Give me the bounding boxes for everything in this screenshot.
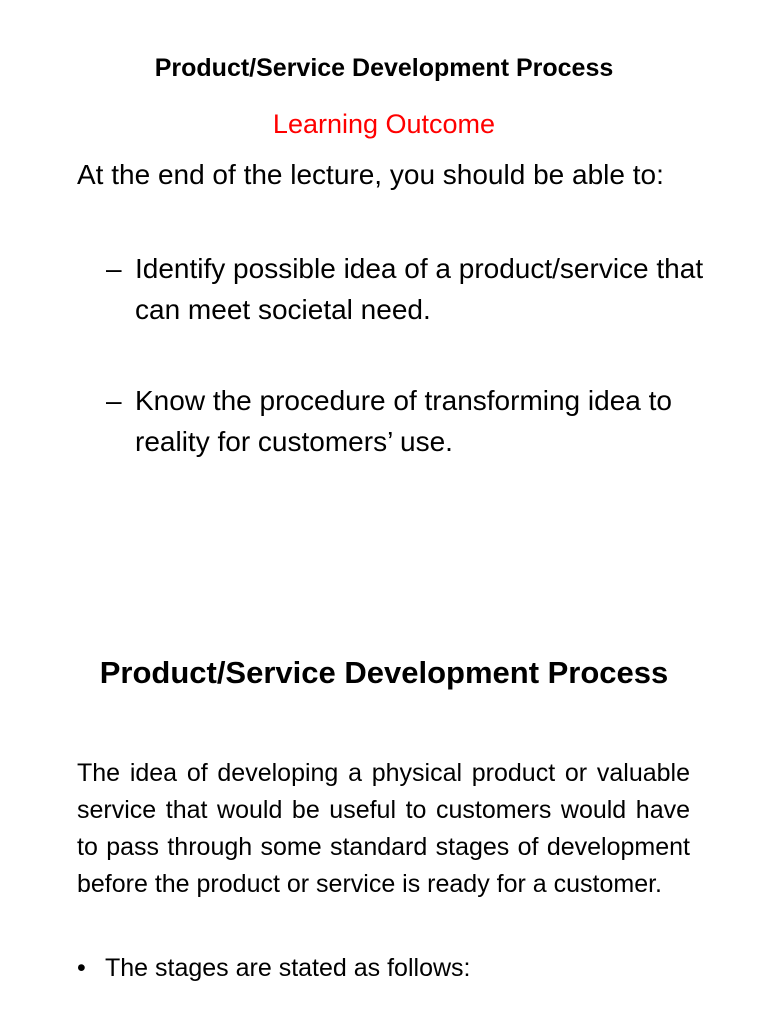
outcome-item bbox=[106, 380, 706, 462]
slide-title: Product/Service Development Process bbox=[99, 655, 669, 690]
bullet-marker: • bbox=[77, 954, 86, 982]
slide-development-process bbox=[0, 512, 768, 1024]
intro-text: At the end of the lecture, you should be able to: bbox=[77, 159, 664, 190]
body-paragraph: The idea of developing a physical product or valuable service that would be useful to customers would have to pass through some standard stages of development before the product or service is ready for a customer. bbox=[77, 759, 690, 898]
dash-marker: – bbox=[106, 253, 122, 284]
outcome-text: Identify possible idea of a product/service that can meet societal need. bbox=[135, 253, 704, 325]
bullet-item bbox=[77, 950, 697, 987]
learning-outcome-heading: Learning Outcome bbox=[272, 109, 496, 139]
outcome-text: Know the procedure of transforming idea to reality for customers’ use. bbox=[135, 385, 672, 457]
bullet-text: The stages are stated as follows: bbox=[105, 954, 471, 982]
dash-marker: – bbox=[106, 385, 122, 416]
outcome-item bbox=[106, 248, 706, 330]
slide-title: Product/Service Development Process bbox=[154, 54, 614, 82]
